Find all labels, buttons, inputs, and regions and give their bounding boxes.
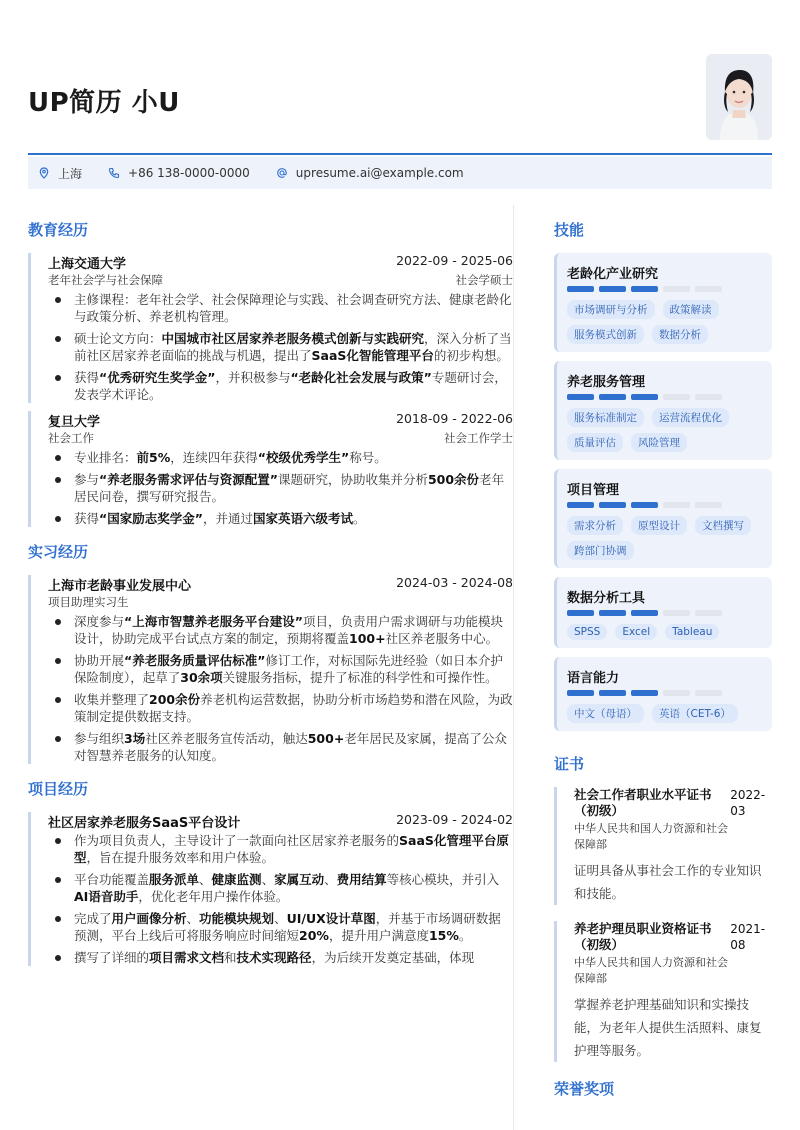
phone-text[interactable]: +86 138-0000-0000 <box>128 166 250 180</box>
cert-name: 社会工作者职业水平证书（初级） <box>574 787 712 818</box>
entry-header <box>48 575 513 593</box>
bullet-list <box>48 613 513 764</box>
bullet-item: 硕士论文方向：中国城市社区居家养老服务模式创新与实践研究，深入分析了当前社区居家养老面临的挑战与机遇，提出了SaaS化智能管理平台的初步构想。 <box>48 330 513 364</box>
skill-level-segment <box>599 286 626 292</box>
cert-description: 证明具备从事社会工作的专业知识和技能。 <box>574 863 762 901</box>
skill-level-segment <box>695 394 722 400</box>
skill-tag: 运营流程优化 <box>652 408 729 427</box>
skill-level-segment <box>663 394 690 400</box>
skill-level-segment <box>663 502 690 508</box>
skill-tag: 服务标准制定 <box>567 408 644 427</box>
skill-level-segment <box>631 690 658 696</box>
bullet-item: 参与“养老服务需求评估与资源配置”课题研究，协助收集并分析500余份老年居民问卷，撰写研究报告。 <box>48 471 513 505</box>
skill-level-segment <box>663 690 690 696</box>
entry-sub-left: 社会工作 <box>48 431 94 445</box>
skill-level-segment <box>695 502 722 508</box>
entry-date: 2022-09 - 2025-06 <box>396 253 513 268</box>
cert-header <box>574 787 772 819</box>
section-title-education: 教育经历 <box>28 221 89 239</box>
skill-card <box>554 361 772 460</box>
skill-level-segment <box>631 394 658 400</box>
skill-level-segment <box>567 690 594 696</box>
skill-level-segment <box>599 610 626 616</box>
skill-name: 项目管理 <box>567 483 620 498</box>
skill-tag: SPSS <box>567 624 607 640</box>
cert-description: 掌握养老护理基础知识和实操技能，为老年人提供生活照料、康复护理等服务。 <box>574 997 762 1058</box>
skill-level-segment <box>631 286 658 292</box>
skill-level-segment <box>567 610 594 616</box>
cert-entry <box>554 921 772 1062</box>
entry-header <box>48 812 513 830</box>
entry-title: 社区居家养老服务SaaS平台设计 <box>48 816 241 831</box>
email-text[interactable]: upresume.ai@example.com <box>295 166 464 180</box>
skill-level-bar <box>567 286 762 292</box>
skill-level-segment <box>695 690 722 696</box>
contact-location <box>38 165 82 182</box>
bullet-item: 收集并整理了200余份养老机构运营数据，协助分析市场趋势和潜在风险，为政策制定提供数据支持。 <box>48 691 513 725</box>
contact-phone <box>108 166 250 180</box>
skill-level-segment <box>631 610 658 616</box>
skill-card <box>554 577 772 648</box>
bullet-item: 平台功能覆盖服务派单、健康监测、家属互动、费用结算等核心模块，并引入AI语音助手，优化老年用户操作体验。 <box>48 871 513 905</box>
bullet-item: 深度参与“上海市智慧养老服务平台建设”项目，负责用户需求调研与功能模块设计，协助完成平台试点方案的制定，预期将覆盖100+社区养老服务中心。 <box>48 613 513 647</box>
skill-level-bar <box>567 690 762 696</box>
skill-tags <box>567 408 762 452</box>
entry-subline <box>48 594 513 611</box>
cert-date: 2021-08 <box>730 922 766 952</box>
bullet-list <box>48 291 513 403</box>
skill-level-bar <box>567 610 762 616</box>
main-column <box>28 205 514 1130</box>
internship-list <box>28 575 513 764</box>
skill-tag: 数据分析 <box>652 325 708 344</box>
bullet-item: 作为项目负责人，主导设计了一款面向社区居家养老服务的SaaS化管理平台原型，旨在提升服务效率和用户体验。 <box>48 832 513 866</box>
entry-sub-right: 社会工作学士 <box>444 431 513 445</box>
skill-card <box>554 469 772 568</box>
entry <box>28 812 513 966</box>
entry <box>28 253 513 403</box>
entry-header <box>48 253 513 271</box>
entry <box>28 575 513 764</box>
skill-tags <box>567 516 762 560</box>
skill-name: 语言能力 <box>567 671 620 686</box>
skill-level-segment <box>599 502 626 508</box>
skill-list <box>554 253 772 731</box>
skill-tag: 原型设计 <box>631 516 687 535</box>
bullet-item: 撰写了详细的项目需求文档和技术实现路径，为后续开发奠定基础，体现 <box>48 949 513 966</box>
section-title-honors: 荣誉奖项 <box>554 1080 615 1098</box>
section-title-certs: 证书 <box>554 755 585 773</box>
bullet-item: 获得“国家励志奖学金”，并通过国家英语六级考试。 <box>48 510 513 527</box>
portrait-image <box>706 54 772 140</box>
candidate-name: UP简历 小U <box>28 88 180 118</box>
skill-tags <box>567 300 762 344</box>
entry-sub-left: 项目助理实习生 <box>48 595 129 609</box>
skill-tag: Excel <box>615 624 657 640</box>
skill-level-bar <box>567 394 762 400</box>
skill-level-segment <box>567 394 594 400</box>
bullet-item: 获得“优秀研究生奖学金”，并积极参与“老龄化社会发展与政策”专题研讨会，发表学术评论。 <box>48 369 513 403</box>
entry-date: 2024-03 - 2024-08 <box>396 575 513 590</box>
skill-tags <box>567 704 762 723</box>
entry-title: 上海交通大学 <box>48 257 127 272</box>
skill-name: 数据分析工具 <box>567 591 646 606</box>
side-column <box>554 205 772 1130</box>
contact-email <box>276 166 464 180</box>
skill-level-bar <box>567 502 762 508</box>
skill-tag: 服务模式创新 <box>567 325 644 344</box>
skill-tag: 文档撰写 <box>695 516 751 535</box>
skill-level-segment <box>663 286 690 292</box>
skill-level-segment <box>663 610 690 616</box>
project-list <box>28 812 513 966</box>
bullet-item: 专业排名：前5%，连续四年获得“校级优秀学生”称号。 <box>48 449 513 466</box>
entry-subline <box>48 430 513 447</box>
cert-name: 养老护理员职业资格证书（初级） <box>574 921 712 952</box>
skill-level-segment <box>599 394 626 400</box>
skill-level-segment <box>599 690 626 696</box>
entry-title: 上海市老龄事业发展中心 <box>48 579 192 594</box>
skill-tag: 市场调研与分析 <box>567 300 655 319</box>
cert-date: 2022-03 <box>730 788 766 818</box>
skill-tag: 需求分析 <box>567 516 623 535</box>
skill-level-segment <box>631 502 658 508</box>
skill-level-segment <box>567 286 594 292</box>
cert-list <box>554 787 772 1062</box>
bullet-list <box>48 449 513 527</box>
entry <box>28 411 513 527</box>
skill-level-segment <box>567 502 594 508</box>
skill-tag: 风险管理 <box>631 433 687 452</box>
skill-tag: 中文（母语） <box>567 704 644 723</box>
skill-tags <box>567 624 762 640</box>
cert-issuer: 中华人民共和国人力资源和社会保障部 <box>574 822 728 851</box>
entry-title: 复旦大学 <box>48 415 101 430</box>
bullet-item: 主修课程：老年社会学、社会保障理论与实践、社会调查研究方法、健康老龄化与政策分析、养老机构管理。 <box>48 291 513 325</box>
entry-date: 2018-09 - 2022-06 <box>396 411 513 426</box>
entry-sub-right: 社会学硕士 <box>455 273 513 287</box>
avatar <box>706 54 772 140</box>
skill-level-segment <box>695 286 722 292</box>
cert-issuer: 中华人民共和国人力资源和社会保障部 <box>574 956 728 985</box>
entry-date: 2023-09 - 2024-02 <box>396 812 513 827</box>
section-title-internship: 实习经历 <box>28 543 89 561</box>
skill-tag: Tableau <box>665 624 719 640</box>
cert-entry <box>554 787 772 905</box>
entry-sub-left: 老年社会学与社会保障 <box>48 273 163 287</box>
section-title-skills: 技能 <box>554 221 585 239</box>
bullet-item: 完成了用户画像分析、功能模块规划、UI/UX设计草图，并基于市场调研数据预测，平台上线后可将服务响应时间缩短20%，提升用户满意度15%。 <box>48 910 513 944</box>
cert-header <box>574 921 772 953</box>
resume-header <box>28 52 772 144</box>
skill-tag: 跨部门协调 <box>567 541 634 560</box>
location-pin-icon <box>38 167 50 179</box>
skill-level-segment <box>695 610 722 616</box>
skill-name: 老龄化产业研究 <box>567 267 659 282</box>
bullet-item: 协助开展“养老服务质量评估标准”修订工作，对标国际先进经验（如日本介护保险制度），起草了30余项关键服务指标，提升了标准的科学性和可操作性。 <box>48 652 513 686</box>
location-text: 上海 <box>58 166 83 181</box>
entry-header <box>48 411 513 429</box>
skill-tag: 政策解读 <box>663 300 719 319</box>
skill-card <box>554 253 772 352</box>
skill-tag: 英语（CET-6） <box>652 704 738 723</box>
section-title-project: 项目经历 <box>28 780 89 798</box>
entry-subline <box>48 272 513 289</box>
education-list <box>28 253 513 527</box>
bullet-list <box>48 832 513 966</box>
bullet-item: 参与组织3场社区养老服务宣传活动，触达500+老年居民及家属，提高了公众对智慧养老服务的认知度。 <box>48 730 513 764</box>
header-rule <box>28 153 772 155</box>
skill-tag: 质量评估 <box>567 433 623 452</box>
contact-bar <box>28 157 772 189</box>
phone-icon <box>108 167 120 179</box>
skill-name: 养老服务管理 <box>567 375 646 390</box>
at-sign-icon <box>276 167 288 179</box>
skill-card <box>554 657 772 731</box>
